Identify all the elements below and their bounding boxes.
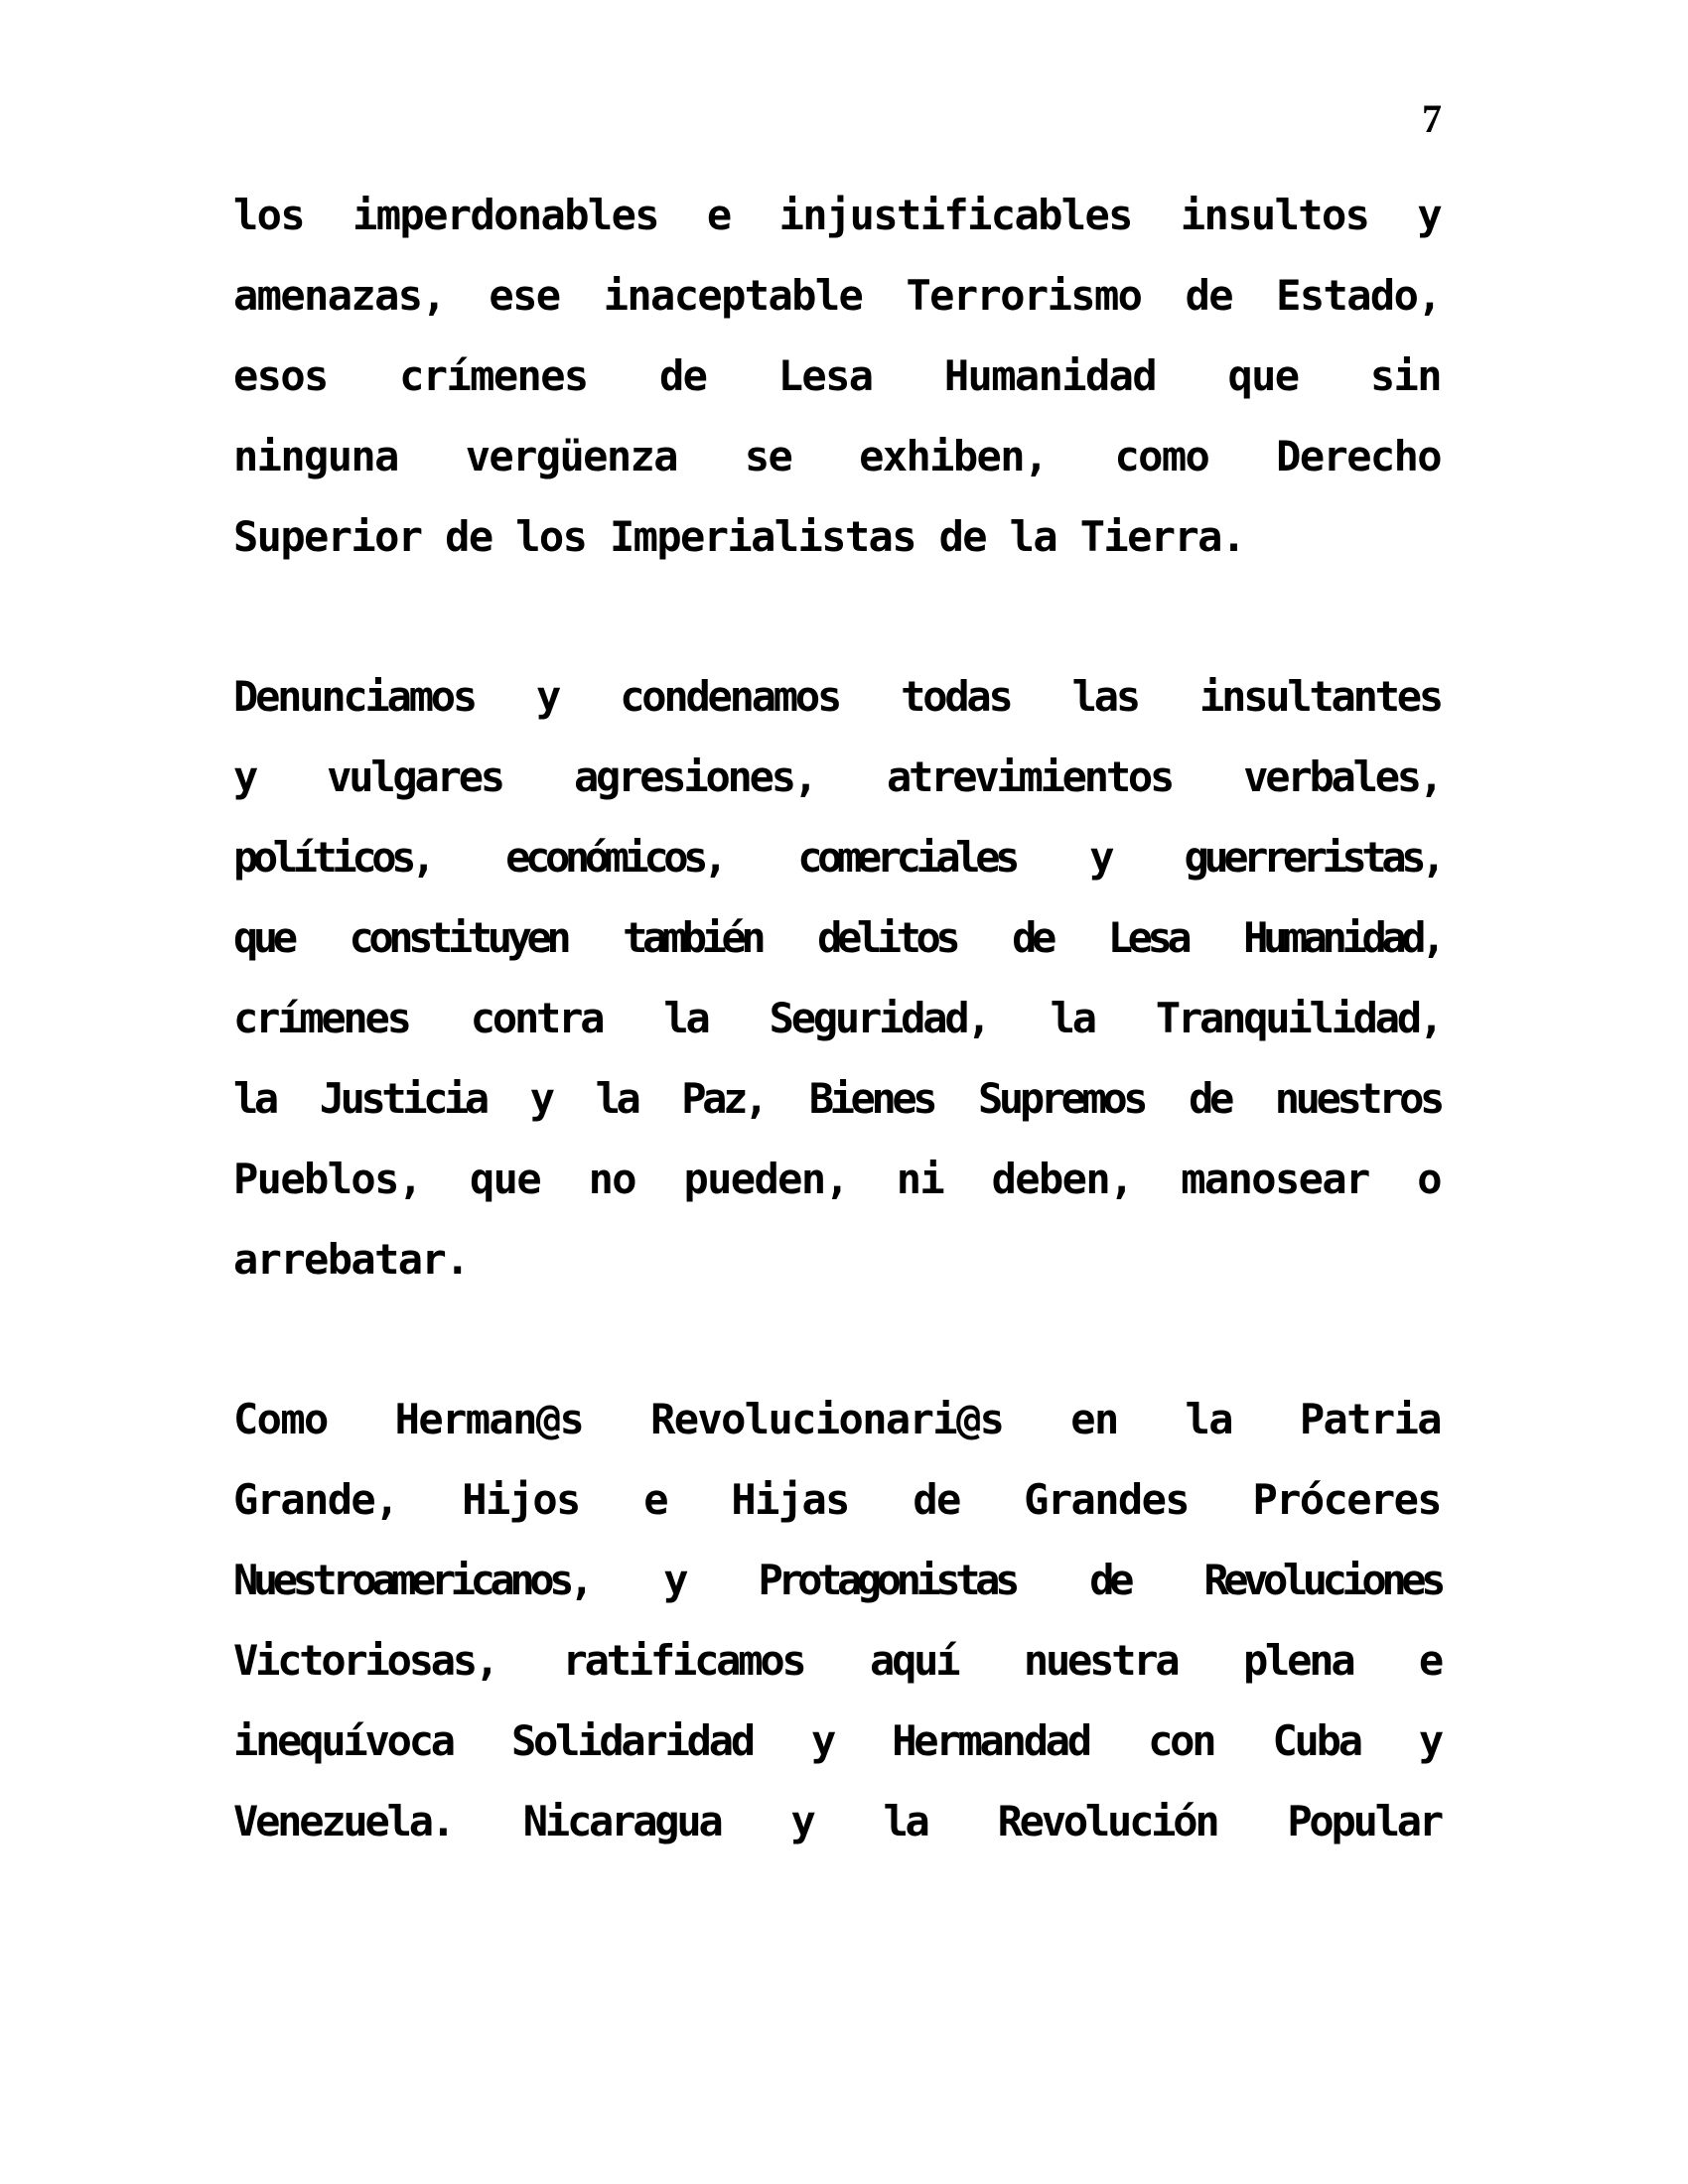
text-word: inaceptable: [603, 271, 863, 320]
text-word: Justicia: [319, 1074, 486, 1123]
text-word: Lesa: [1107, 913, 1188, 962]
text-word: e: [643, 1475, 667, 1524]
text-word: inequívoca: [233, 1716, 453, 1765]
text-word: injustificables: [778, 191, 1132, 239]
text-word: la: [1185, 1395, 1232, 1443]
text-line: [233, 175, 1441, 255]
text-word: insultantes: [1199, 672, 1441, 721]
text-line: [233, 656, 1441, 737]
text-line: [233, 336, 1441, 416]
text-word: Pueblos,: [233, 1155, 422, 1203]
text-word: Nuestroamericanos,: [233, 1556, 589, 1604]
text-word: de: [913, 1475, 960, 1524]
text-word: Lesa: [777, 351, 873, 400]
text-line: [233, 1781, 1441, 1861]
text-word: verbales,: [1243, 752, 1441, 801]
text-word: Herman@s: [394, 1395, 584, 1443]
text-word: como: [1114, 432, 1209, 480]
text-word: Próceres: [1252, 1475, 1441, 1524]
text-word: nuestra: [1023, 1636, 1178, 1685]
text-word: Venezuela.: [233, 1797, 453, 1845]
text-word: manosear: [1181, 1155, 1369, 1203]
text-word: e: [1418, 1636, 1441, 1685]
text-word: comerciales: [797, 833, 1015, 882]
text-word: Denunciamos: [233, 672, 475, 721]
text-word: aquí: [870, 1636, 958, 1685]
text-word: Humanidad: [943, 351, 1157, 400]
document-body: [233, 175, 1441, 1861]
text-word: crímenes: [399, 351, 588, 400]
text-word: que: [233, 913, 293, 962]
text-line: Superior de los Imperialistas de la Tierra.: [233, 512, 1245, 561]
text-word: amenazas,: [233, 271, 446, 320]
text-word: plena: [1242, 1636, 1353, 1685]
text-word: y: [790, 1797, 813, 1845]
text-line: [233, 255, 1441, 336]
text-word: Patria: [1299, 1395, 1441, 1443]
text-word: la: [883, 1797, 927, 1845]
text-word: sin: [1369, 351, 1441, 400]
text-word: y: [529, 1074, 551, 1123]
text-word: y: [663, 1556, 684, 1604]
text-word: Derecho: [1276, 432, 1441, 480]
paragraph-2: [233, 656, 1441, 1299]
text-word: exhiben,: [859, 432, 1048, 480]
text-word: Victoriosas,: [233, 1636, 497, 1685]
paragraph-spacer: [233, 1299, 1441, 1379]
text-word: Supremos: [978, 1074, 1145, 1123]
text-word: y: [536, 672, 559, 721]
text-word: con: [1148, 1716, 1214, 1765]
text-word: políticos,: [233, 833, 431, 882]
text-word: Estado,: [1276, 271, 1441, 320]
text-word: la: [663, 994, 708, 1042]
text-word: económicos,: [505, 833, 723, 882]
text-word: de: [1089, 1556, 1130, 1604]
text-word: constituyen: [349, 913, 567, 962]
text-word: en: [1070, 1395, 1118, 1443]
text-word: también: [623, 913, 762, 962]
paragraph-3: [233, 1379, 1441, 1861]
text-line: [233, 1379, 1441, 1459]
text-line: [233, 1701, 1441, 1781]
paragraph-spacer: [233, 577, 1441, 656]
text-word: Cuba: [1272, 1716, 1360, 1765]
text-word: o: [1417, 1155, 1441, 1203]
text-word: la: [233, 1074, 275, 1123]
text-word: y: [811, 1716, 834, 1765]
text-word: Tranquilidad,: [1155, 994, 1441, 1042]
text-word: y: [1089, 833, 1110, 882]
text-word: Grande,: [233, 1475, 398, 1524]
paragraph-1: [233, 175, 1441, 577]
text-word: guerreristas,: [1184, 833, 1441, 882]
text-word: Revolución: [997, 1797, 1217, 1845]
text-word: de: [1185, 271, 1232, 320]
text-word: condenamos: [620, 672, 840, 721]
text-word: esos: [233, 351, 328, 400]
text-word: vergüenza: [465, 432, 677, 480]
text-word: Humanidad,: [1243, 913, 1441, 962]
text-word: que: [1227, 351, 1299, 400]
text-word: atrevimientos: [886, 752, 1173, 801]
text-word: y: [1417, 191, 1441, 239]
text-word: y: [1418, 1716, 1441, 1765]
text-word: Protagonistas: [758, 1556, 1015, 1604]
text-word: Nicaragua: [522, 1797, 721, 1845]
text-line: [233, 897, 1441, 978]
text-word: las: [1071, 672, 1138, 721]
text-line: [233, 1139, 1441, 1219]
text-word: la: [1050, 994, 1094, 1042]
text-word: vulgares: [327, 752, 502, 801]
text-word: Seguridad,: [769, 994, 989, 1042]
text-word: de: [1189, 1074, 1230, 1123]
text-word: ese: [489, 271, 560, 320]
text-word: crímenes: [233, 994, 409, 1042]
text-word: y: [233, 752, 256, 801]
text-word: Terrorismo: [906, 271, 1142, 320]
text-word: contra: [470, 994, 603, 1042]
text-word: Popular: [1287, 1797, 1441, 1845]
text-word: imperdonables: [352, 191, 658, 239]
page-number: 7: [1422, 96, 1442, 141]
text-word: Revolucionari@s: [650, 1395, 1004, 1443]
text-word: todas: [901, 672, 1011, 721]
text-word: nuestros: [1274, 1074, 1441, 1123]
text-word: ni: [896, 1155, 944, 1203]
text-line: [233, 1459, 1441, 1540]
text-line: [233, 817, 1441, 897]
text-line: [233, 978, 1441, 1058]
text-word: que: [470, 1155, 541, 1203]
text-word: Hermandad: [892, 1716, 1089, 1765]
text-line: [233, 737, 1441, 817]
text-word: Hijos: [462, 1475, 580, 1524]
text-word: insultos: [1180, 191, 1369, 239]
text-word: e: [706, 191, 731, 239]
text-word: los: [233, 191, 305, 239]
text-word: delitos: [817, 913, 956, 962]
text-word: ninguna: [233, 432, 398, 480]
text-word: pueden,: [683, 1155, 849, 1203]
text-word: no: [588, 1155, 635, 1203]
text-word: Revoluciones: [1203, 1556, 1441, 1604]
text-word: la: [595, 1074, 637, 1123]
text-line: [233, 416, 1441, 496]
text-line: arrebatar.: [233, 1235, 469, 1284]
text-line: [233, 1620, 1441, 1701]
text-word: Hijas: [731, 1475, 849, 1524]
text-word: ratificamos: [562, 1636, 804, 1685]
text-word: agresiones,: [573, 752, 815, 801]
text-word: Solidaridad: [510, 1716, 753, 1765]
text-word: de: [659, 351, 707, 400]
text-word: se: [744, 432, 792, 480]
text-word: Como: [233, 1395, 328, 1443]
text-word: de: [1012, 913, 1052, 962]
text-word: Bienes: [808, 1074, 934, 1123]
text-line: [233, 1058, 1441, 1139]
text-word: deben,: [991, 1155, 1133, 1203]
text-word: Paz,: [681, 1074, 765, 1123]
text-word: Grandes: [1024, 1475, 1189, 1524]
text-line: [233, 1540, 1441, 1620]
